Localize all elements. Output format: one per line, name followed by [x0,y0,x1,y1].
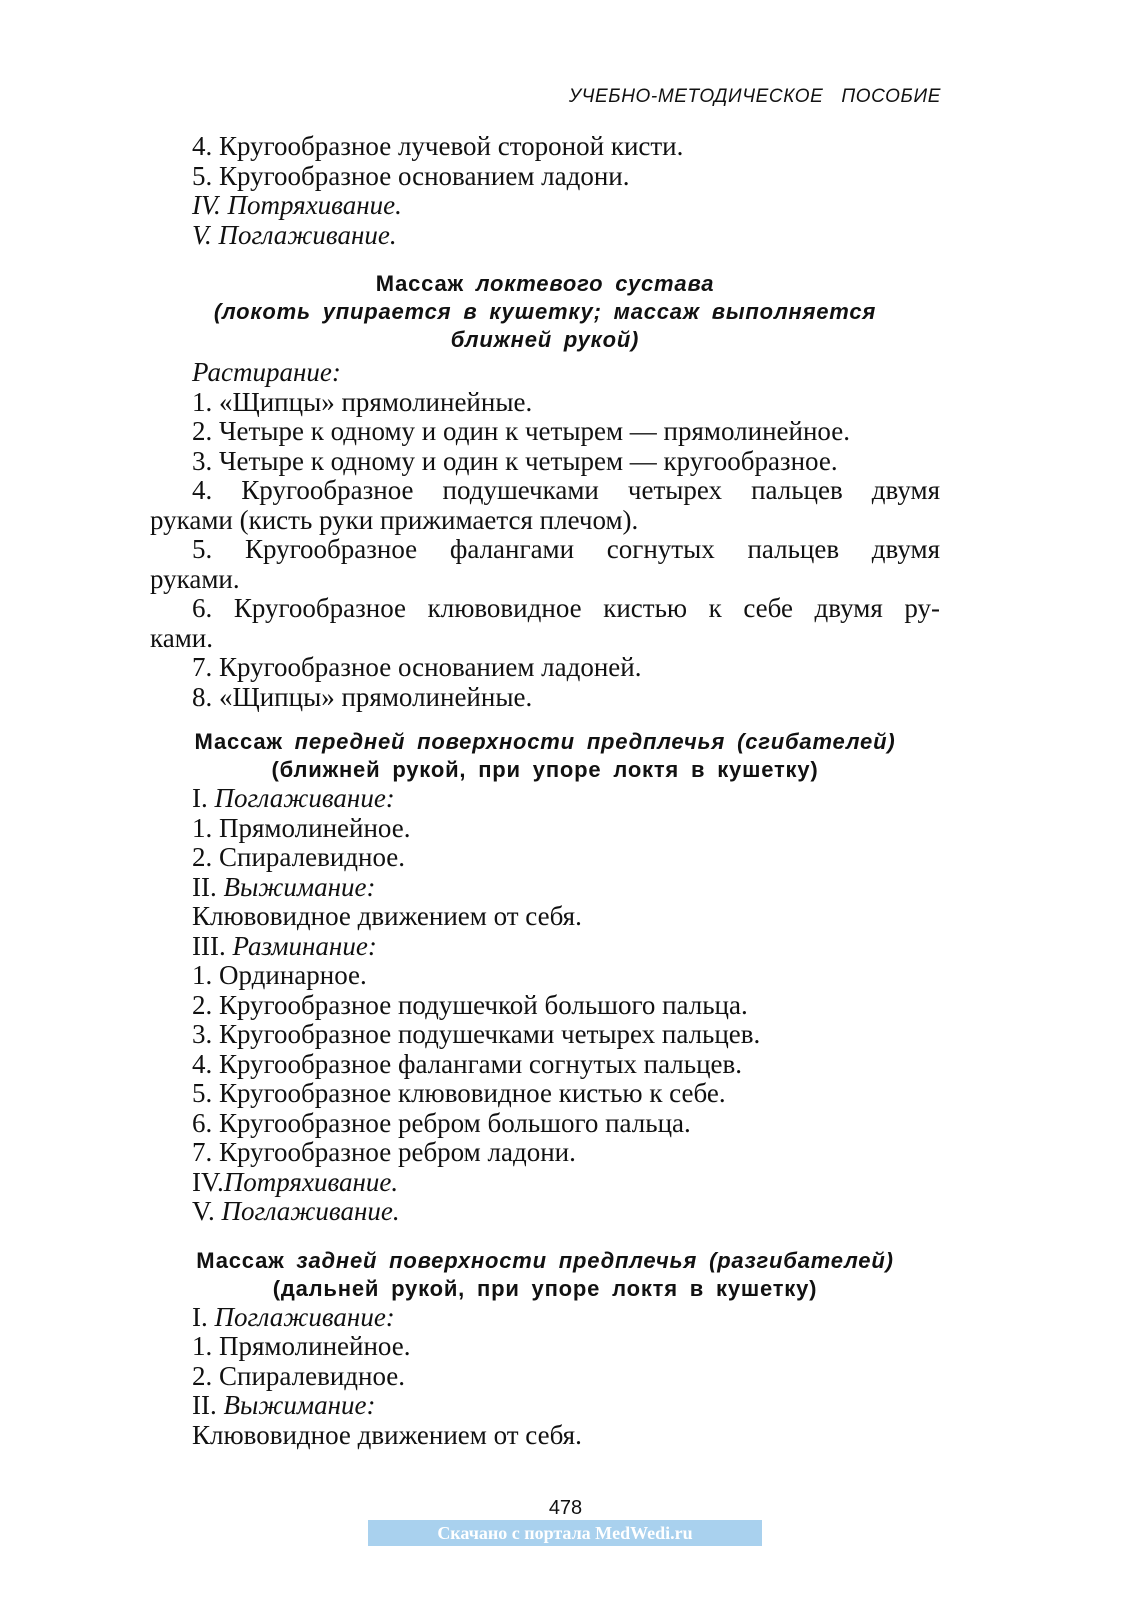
paragraph: Клювовидное движением от себя. [192,901,582,931]
page-number: 478 [548,1497,583,1519]
list-item: 5. Кругообразное основанием ладони. [192,160,630,191]
list-item: 5. Кругообразное клювовидное кистью к себе. [192,1078,726,1108]
list-item: 2. Четыре к одному и один к четырем — прямолинейное. [192,416,850,446]
subsection-heading: II. Выжимание: [192,871,376,902]
list-item: 3. Кругообразное подушечками четырех пальцев. [192,1019,761,1049]
list-item: 5. Кругообразное фалангами согнутых пальцев двумя [192,534,940,564]
subsection-heading: II. Выжимание: [192,1390,376,1420]
section-heading-elbow: Массаж локтевого сустава [375,271,715,296]
list-item: 6. Кругообразное ребром большого пальца. [192,1107,691,1138]
section-subtitle-elbow: (локоть упирается в кушетку; массаж выполняется [213,299,877,324]
list-item: 8. «Щипцы» прямолинейные. [192,681,533,712]
subsection-heading: I. Поглаживание: [192,1301,395,1332]
list-item: 6. Кругообразное клювовидное кистью к себе двумя ру- [192,593,940,623]
section-subtitle-extensors: (дальней рукой, при упоре локтя в кушетку) [272,1275,818,1301]
subsection-heading: V. Поглаживание. [192,1196,400,1226]
list-item: 4. Кругообразное подушечками четырех пальцев двумя [192,475,940,505]
list-item: 4. Кругообразное лучевой стороной кисти. [192,131,684,161]
section-heading-flexors: Массаж передней поверхности предплечья (сгибателей) [194,729,896,754]
list-item: 2. Спиралевидное. [192,1360,406,1391]
subsection-heading: Растирание: [192,357,341,387]
section-heading-extensors: Массаж задней поверхности предплечья (разгибателей) [196,1247,894,1273]
page-body [150,132,940,1450]
list-item: 2. Кругообразное подушечкой большого пальца. [192,989,748,1020]
list-item: 1. Прямолинейное. [192,1331,411,1361]
list-item: 7. Кругообразное основанием ладоней. [192,652,642,682]
list-item: 4. Кругообразное фалангами согнутых пальцев. [192,1048,743,1079]
section-subtitle-elbow: ближней рукой) [450,327,640,352]
list-item: 7. Кругообразное ребром ладони. [192,1137,576,1167]
subsection-heading: I. Поглаживание: [192,783,395,813]
list-item: 1. Ординарное. [192,960,367,990]
running-head: УЧЕБНО-МЕТОДИЧЕСКОЕ ПОСОБИЕ [568,86,941,107]
list-item: 3. Четыре к одному и один к четырем — кругообразное. [192,445,838,476]
list-item: V. Поглаживание. [192,219,397,250]
download-banner: Скачано с портала MedWedi.ru [368,1520,762,1546]
list-item: 1. Прямолинейное. [192,812,411,843]
subsection-heading: III. Разминание: [192,930,377,961]
list-item: 2. Спиралевидное. [192,842,406,872]
list-item: 1. «Щипцы» прямолинейные. [192,386,533,417]
paragraph: Клювовидное движением от себя. [192,1419,582,1450]
list-item: IV. Потряхивание. [192,190,402,220]
list-item-continuation: ками. [150,622,213,653]
list-item-continuation: руками. [150,563,240,594]
section-subtitle-flexors: (ближней рукой, при упоре локтя в кушетку) [271,757,819,782]
subsection-heading: IV.Потряхивание. [192,1166,399,1197]
list-item-continuation: руками (кисть руки прижимается плечом). [150,504,639,535]
